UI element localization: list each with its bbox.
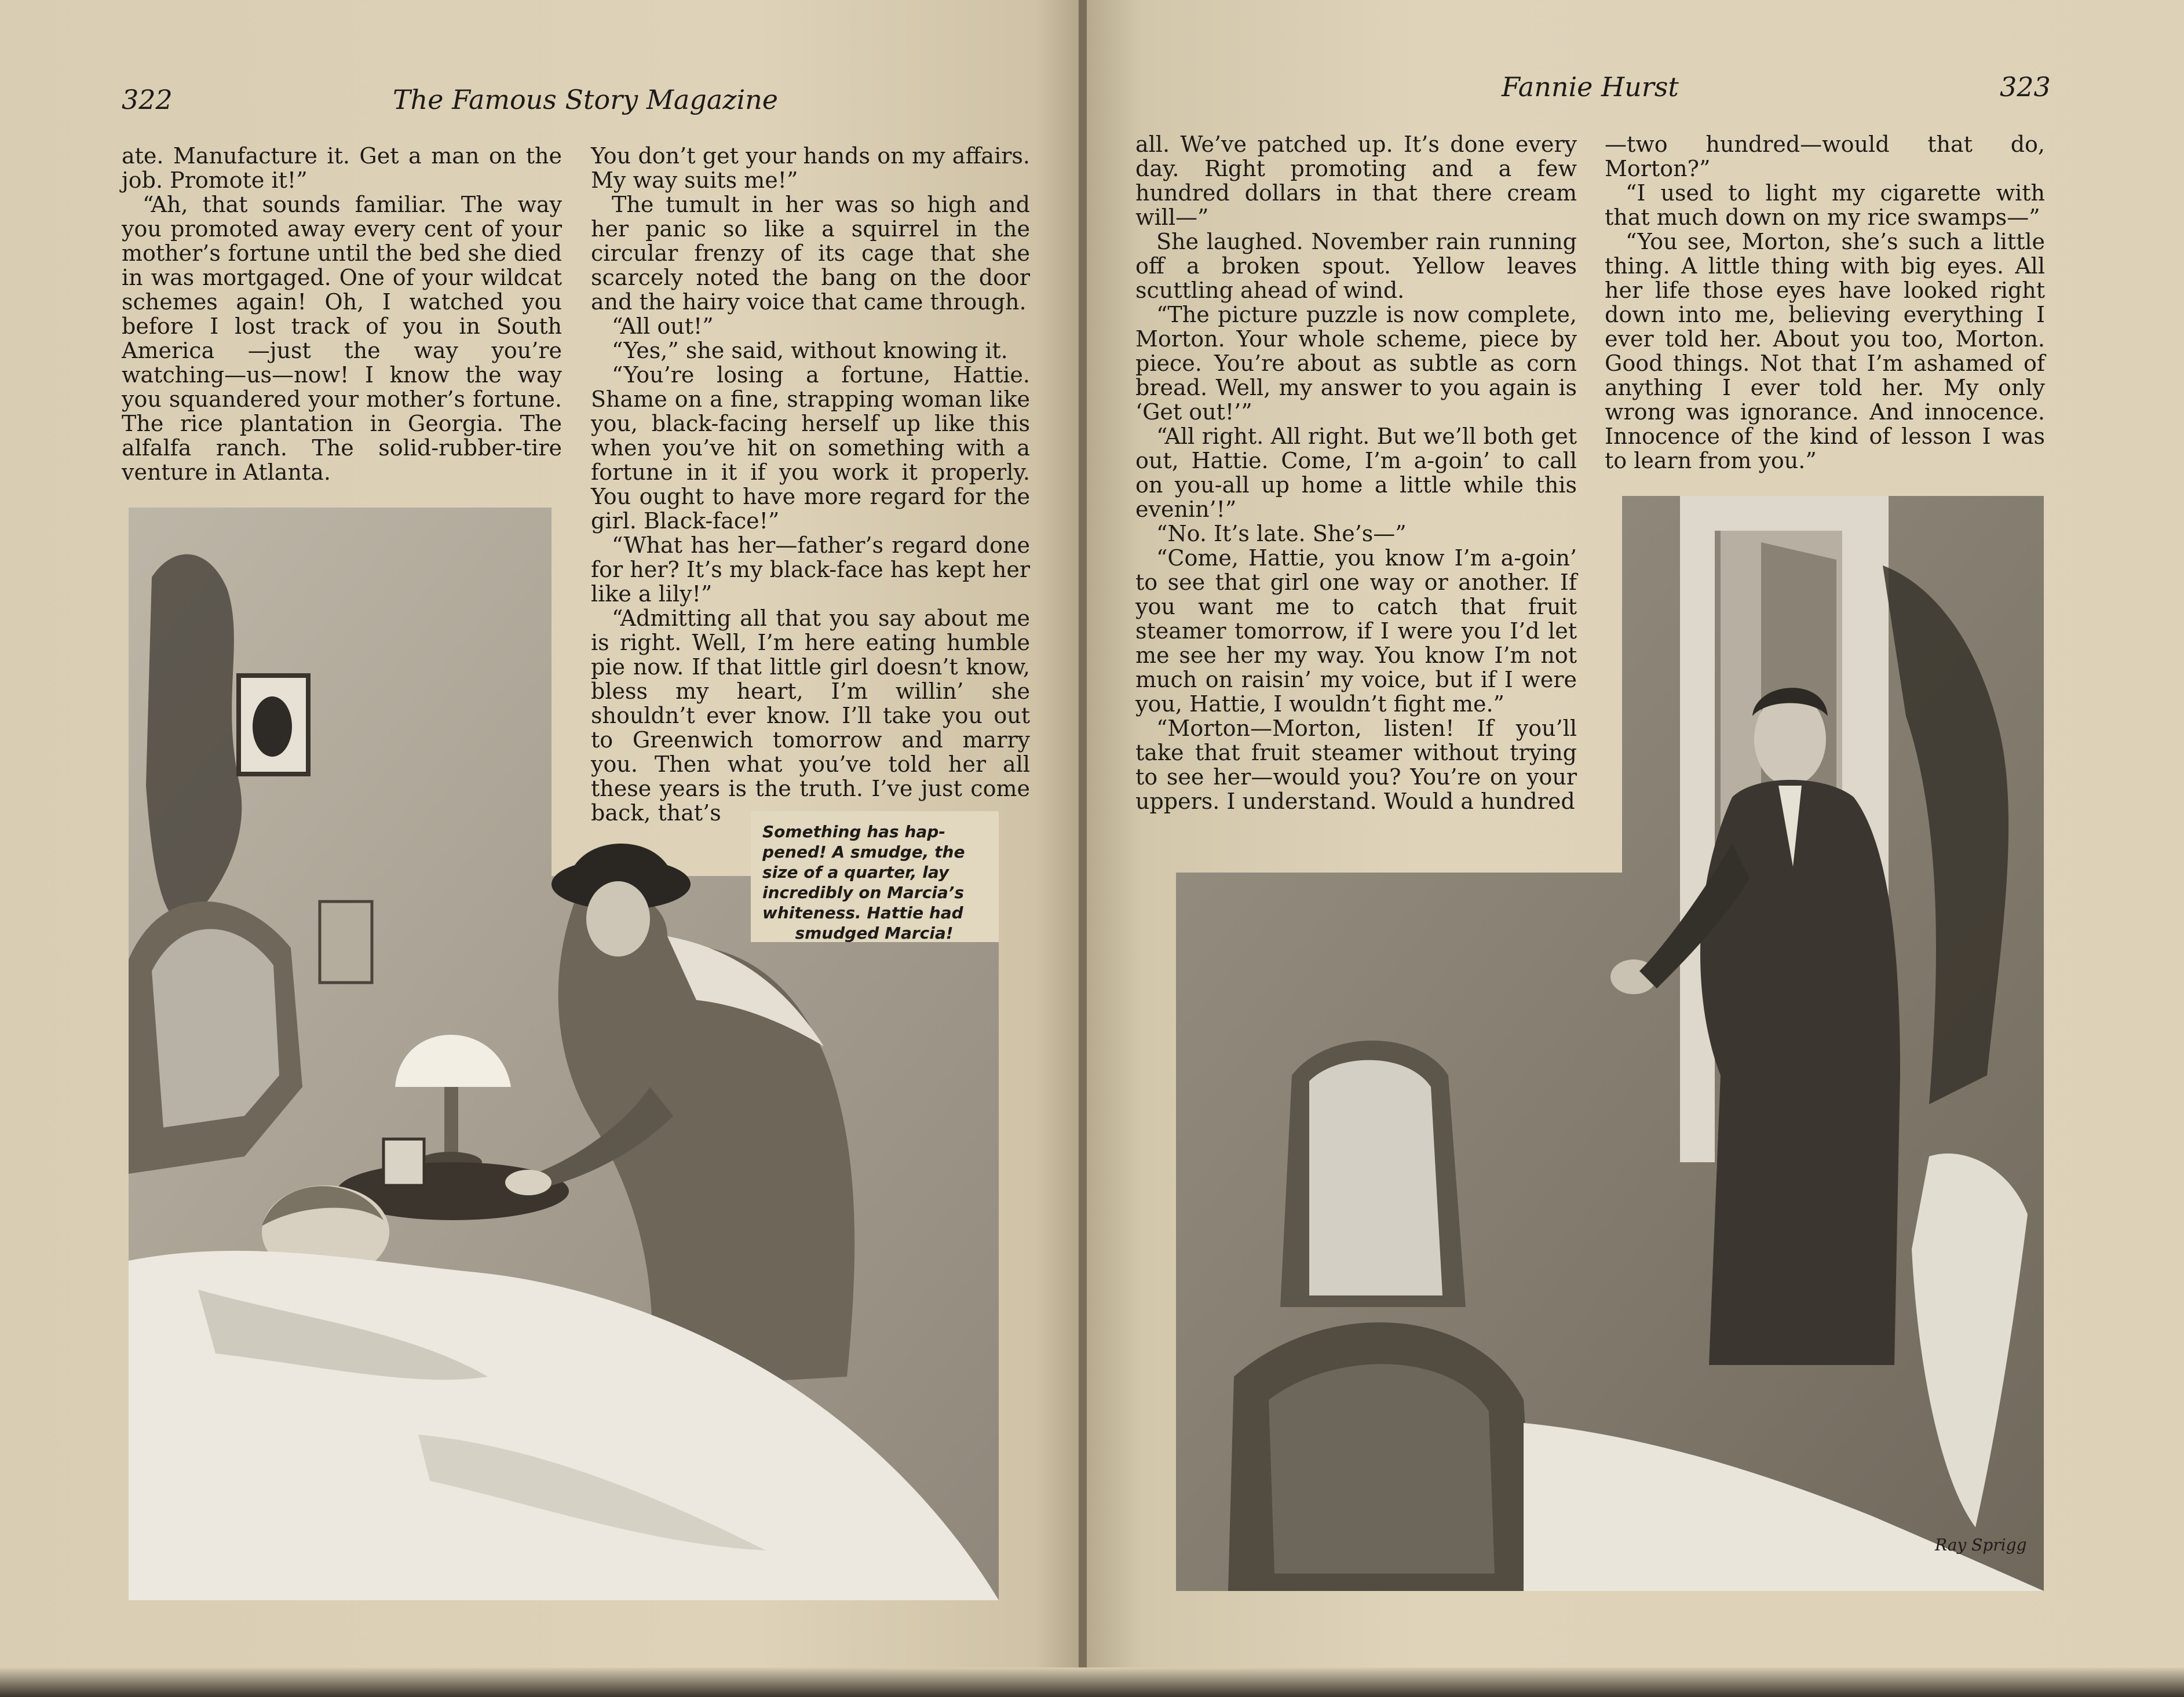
paragraph: “You see, Morton, she’s such a little thing. A little thing with big eyes. All her life those eyes have looked right down into me, believing everything I ever told her. About you too, Morton. Good things. Not that I’m ashamed of anything I ever told her. My only wrong was ignorance. And innocence. Innocence of the kind of lesson I was to learn from you.” <box>1605 229 2045 473</box>
paragraph: —two hundred—would that do, Morton?” <box>1605 132 2045 181</box>
paragraph: all. We’ve patched up. It’s done every day. Right promoting and a few hundred dollars in that there cream will—” <box>1135 132 1577 230</box>
right-page-number: 323 <box>2000 71 2051 103</box>
caption-line: pened! A smudge, the <box>762 842 965 862</box>
right-running-head: Fannie Hurst <box>1502 71 1679 103</box>
paragraph: “Come, Hattie, you know I’m a-goin’ to see that girl one way or another. If you want me to catch that fruit steamer tomorrow, if I were you I’d let me see her my way. You know I’m not much on raisin’ my voice, but if I were you, Hattie, I wouldn’t fight me.” <box>1135 545 1577 717</box>
illustration-signature: Ray Sprigg <box>1935 1535 2027 1554</box>
paragraph: She laughed. November rain running off a broken spout. Yellow leaves scuttling ahead of wind. <box>1135 229 1577 303</box>
paragraph: “All out!” <box>612 313 714 339</box>
paragraph: The tumult in her was so high and her panic so like a squirrel in the circular frenzy of its cage that she scarcely noted the bang on the door and the hairy voice that came through. <box>591 192 1030 315</box>
doorway-scene-image <box>1176 496 2044 1591</box>
paragraph: “Ah, that sounds familiar. The way you promoted away every cent of your mother’s fortune until the bed she died in was mortgaged. One of your wildcat schemes again! Oh, I watched you before I lost track of you in South America —just the way you’re watching—us—now! I know the way you squandered your mother’s fortune. The rice plantation in Georgia. The alfalfa ranch. The solid-rubber-tire venture in Atlanta. <box>122 192 562 485</box>
book-edge-shadow <box>0 1667 2184 1697</box>
caption-line: Something has hap- <box>762 822 945 841</box>
paragraph: “I used to light my cigarette with that much down on my rice swamps—” <box>1605 180 2045 230</box>
caption-line: size of a quarter, lay <box>762 863 949 882</box>
paragraph: “You’re losing a fortune, Hattie. Shame on a fine, strapping woman like you, black-facing herself up like this when you’ve hit on something with a fortune in it if you work it properly. You ought to have more regard for the girl. Black-face!” <box>591 362 1030 534</box>
paragraph: ate. Manufacture it. Get a man on the job. Promote it!” <box>122 143 562 193</box>
left-column-1 <box>122 144 562 484</box>
caption-line: smudged Marcia! <box>795 924 954 943</box>
paragraph: “Yes,” she said, without knowing it. <box>612 338 1008 363</box>
caption-line: whiteness. Hattie had <box>762 903 963 922</box>
caption-line: incredibly on Marcia’s <box>762 883 965 902</box>
paragraph: “No. It’s late. She’s—” <box>1156 521 1407 546</box>
right-illustration <box>1176 496 2044 1591</box>
bedroom-scene-image <box>129 508 999 1600</box>
left-page-number: 322 <box>122 84 173 115</box>
paragraph: “What has her—father’s regard done for her? It’s my black-face has kept her like a lily!” <box>591 532 1030 607</box>
paragraph: “All right. All right. But we’ll both get out, Hattie. Come, I’m a-goin’ to call on you-all up home a little while this evenin’!” <box>1135 424 1577 522</box>
left-running-head: The Famous Story Magazine <box>393 84 779 115</box>
paragraph: “Admitting all that you say about me is right. Well, I’m here eating humble pie now. If that little girl doesn’t know, bless my heart, I’m willin’ she shouldn’t ever know. I’ll take you out to Greenwich tomorrow and marry you. Then what you’ve told her all these years is the truth. I’ve just come back, that’s <box>591 605 1030 826</box>
page-gutter <box>1079 0 1087 1697</box>
illustration-caption <box>751 811 999 942</box>
paragraph: “Morton—Morton, listen! If you’ll take that fruit steamer without trying to see her—would you? You’re on your uppers. I understand. Would a hundred <box>1135 716 1577 814</box>
paragraph: You don’t get your hands on my affairs. My way suits me!” <box>591 143 1030 193</box>
paragraph: “The picture puzzle is now complete, Morton. Your whole scheme, piece by piece. You’re about as subtle as corn bread. Well, my answer to you again is ‘Get out!’” <box>1135 302 1577 425</box>
right-column-2 <box>1605 132 2045 473</box>
left-illustration <box>129 508 999 1600</box>
